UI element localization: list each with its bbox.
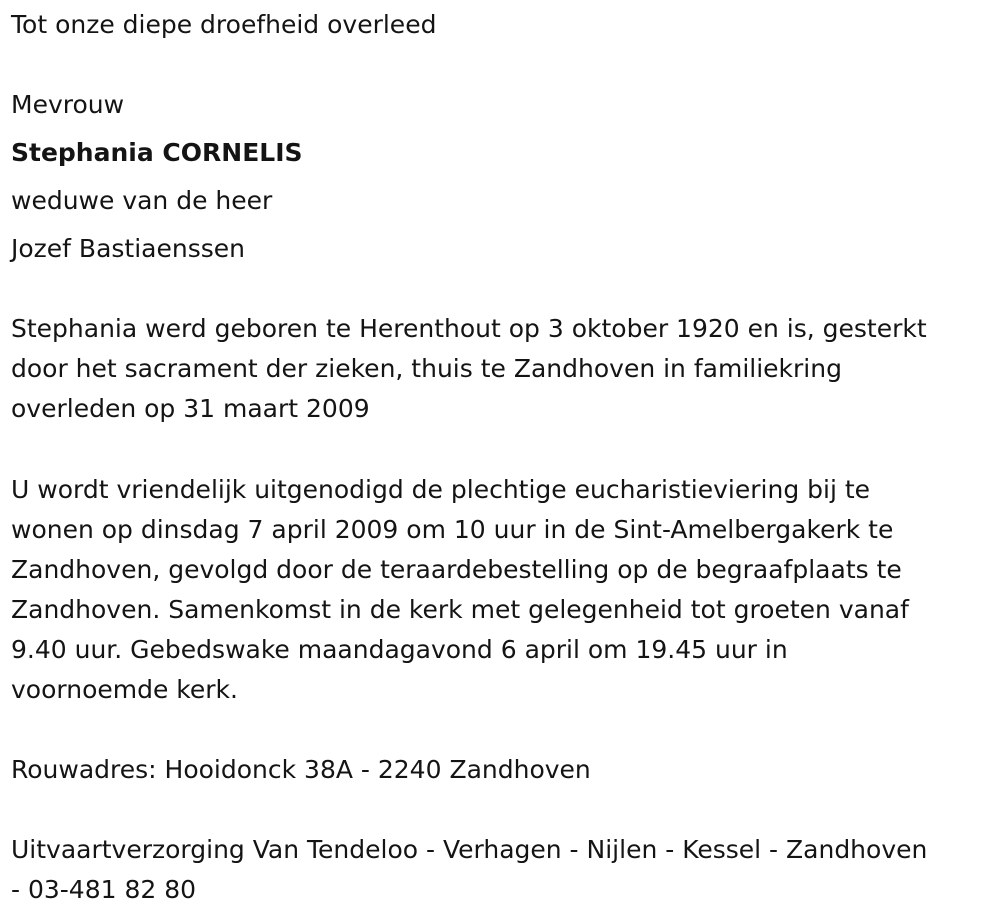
ceremony-line: voornoemde kerk. bbox=[11, 675, 238, 704]
spouse-name: Jozef Bastiaenssen bbox=[11, 234, 245, 263]
relation-line: weduwe van de heer bbox=[11, 186, 273, 215]
ceremony-line: Zandhoven. Samenkomst in de kerk met gelegenheid tot groeten vanaf bbox=[11, 595, 909, 624]
intro-line: Tot onze diepe droefheid overleed bbox=[11, 10, 437, 39]
salutation: Mevrouw bbox=[11, 90, 125, 119]
funeral-home-phone: - 03-481 82 80 bbox=[11, 875, 197, 904]
bio-line: Stephania werd geboren te Herenthout op 3 oktober 1920 en is, gesterkt bbox=[11, 314, 927, 343]
ceremony-line: Zandhoven, gevolgd door de teraardebestelling op de begraafplaats te bbox=[11, 555, 902, 584]
bio-line: door het sacrament der zieken, thuis te Zandhoven in familiekring bbox=[11, 354, 842, 383]
mourning-address: Rouwadres: Hooidonck 38A - 2240 Zandhoven bbox=[11, 755, 591, 784]
deceased-name: Stephania CORNELIS bbox=[11, 138, 303, 167]
ceremony-line: U wordt vriendelijk uitgenodigd de plechtige eucharistieviering bij te bbox=[11, 475, 871, 504]
ceremony-line: wonen op dinsdag 7 april 2009 om 10 uur in de Sint-Amelbergakerk te bbox=[11, 515, 894, 544]
funeral-home-line: Uitvaartverzorging Van Tendeloo - Verhagen - Nijlen - Kessel - Zandhoven bbox=[11, 835, 928, 864]
ceremony-line: 9.40 uur. Gebedswake maandagavond 6 april om 19.45 uur in bbox=[11, 635, 788, 664]
bio-line: overleden op 31 maart 2009 bbox=[11, 394, 370, 423]
